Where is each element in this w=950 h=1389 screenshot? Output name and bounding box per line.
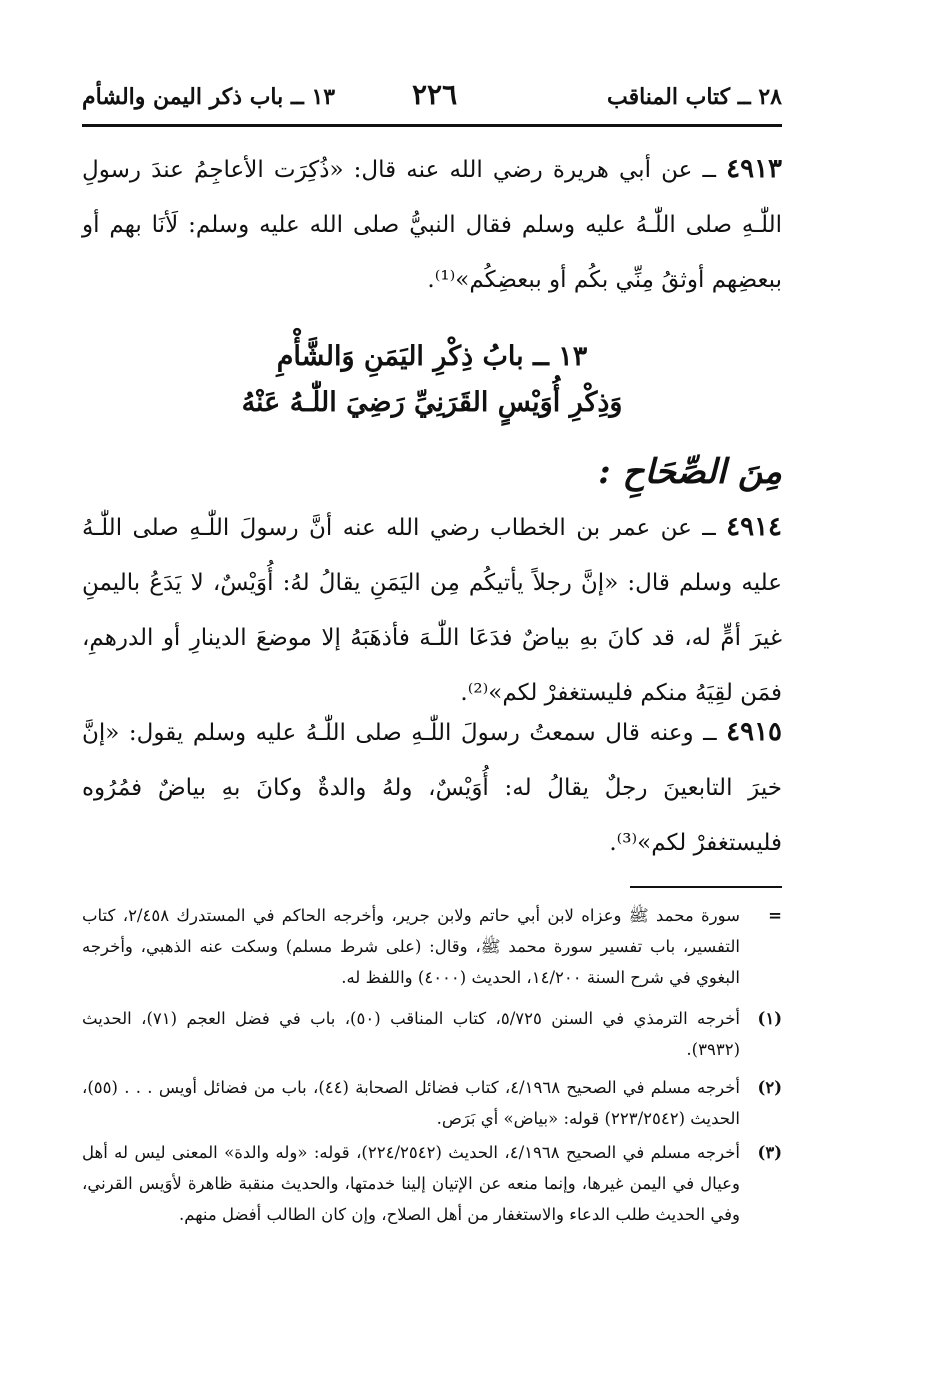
footnote-mark: = [768, 906, 782, 925]
chapter-heading: ٢٨ ــ كتاب المناقب [606, 84, 782, 110]
footnote-text: سورة محمد ﷺ وعزاه لابن أبي حاتم ولابن جرير، وأخرجه الحاكم في المستدرك ٢/٤٥٨، كتاب التفسير، باب تفسير سورة محمد ﷺ، وقال: (على شرط مسلم) وسكت عنه الذهبي، وأخرجه البغوي في شرح السنة ١٤/٢٠٠، الحديث (٤٠٠٠) واللفظ له. [82, 906, 741, 987]
footnote-3 [82, 1137, 782, 1230]
running-header [82, 78, 782, 118]
section-title-line-2: وَذِكْرِ أُوَيْسٍ القَرَنِيِّ رَضِيَ اللّٰـهُ عَنْهُ [241, 387, 623, 418]
hadith-text: ــ وعنه قال سمعتُ رسولَ اللّٰـهِ صلى اللّٰـهُ عليه وسلم يقول: «إنَّ خيرَ التابعينَ رجلٌ يقالُ له: أُوَيْسٌ، ولهُ والدةٌ وكانَ بهِ بياضٌ فمُرُوه فليستغفرْ لكم»⁽³⁾. [82, 720, 782, 856]
hadith-number: ٤٩١٣ [726, 154, 782, 184]
hadith-4913 [82, 142, 782, 308]
footnote-text: أخرجه مسلم في الصحيح ٤/١٩٦٨، كتاب فضائل الصحابة (٤٤)، باب من فضائل أويس . . . (٥٥)، الحديث (٢٢٣/٢٥٤٢) قوله: «بياض» أي بَرَص. [82, 1078, 740, 1128]
hadith-text: ــ عن أبي هريرة رضي الله عنه قال: «ذُكِرَت الأعاجِمُ عندَ رسولِ اللّٰـهِ صلى اللّٰـهُ عليه وسلم فقال النبيُّ صلى الله عليه وسلم: لَأنَا بهم أو ببعضِهم أوثقُ مِنِّي بكُم أو ببعضِكُم»⁽¹⁾. [82, 157, 782, 293]
hadith-4915 [82, 705, 782, 871]
footnote-2 [82, 1072, 782, 1134]
section-heading: ١٣ ــ باب ذكر اليمن والشأم [82, 84, 336, 110]
page-number: ٢٢٦ [412, 78, 458, 111]
footnote-continued [82, 900, 782, 993]
footnote-mark: (٣) [757, 1143, 782, 1162]
footnote-mark: (١) [757, 1009, 782, 1028]
hadith-number: ٤٩١٤ [726, 512, 782, 542]
hadith-4914 [82, 500, 782, 721]
footnote-text: أخرجه مسلم في الصحيح ٤/١٩٦٨، الحديث (٢٢٤/٢٥٤٢)، قوله: «وله والدة» المعنى ليس له أهل وعيال في اليمن غيرها، وإنما منعه عن الإتيان إلينا خدمتها، والحديث منقبة ظاهرة لأوَيس القرني، وفي الحديث طلب الدعاء والاستغفار من أهل الصلاح، وإن كان الطالب أفضل منهم. [82, 1143, 740, 1224]
header-rule [82, 124, 782, 127]
footnote-text: أخرجه الترمذي في السنن ٥/٧٢٥، كتاب المناقب (٥٠)، باب في فضل العجم (٧١)، الحديث (٣٩٣٢). [82, 1009, 740, 1059]
footnote-rule [630, 886, 782, 888]
hadith-text: ــ عن عمر بن الخطاب رضي الله عنه أنَّ رسولَ اللّٰـهِ صلى اللّٰـهُ عليه وسلم قال: «إنَّ رجلاً يأتيكُم مِن اليَمَنِ يقالُ لهُ: أُوَيْسٌ، لا يَدَعُ باليمنِ غيرَ أمٍّ له، قد كانَ بهِ بياضٌ فدَعَا اللّٰـهَ فأذهَبَهُ إلا موضعَ الدينارِ أو الدرهمِ، فمَن لقِيَهُ منكم فليستغفرْ لكم»⁽²⁾. [82, 515, 782, 706]
min-al-sihah-heading: مِنَ الصِّحَاحِ : [598, 452, 782, 492]
footnote-1 [82, 1003, 782, 1065]
hadith-number: ٤٩١٥ [726, 717, 782, 747]
footnote-mark: (٢) [757, 1078, 782, 1097]
section-title-line-1: ١٣ ــ بابُ ذِكْرِ اليَمَنِ وَالشَّأْمِ [276, 341, 588, 372]
